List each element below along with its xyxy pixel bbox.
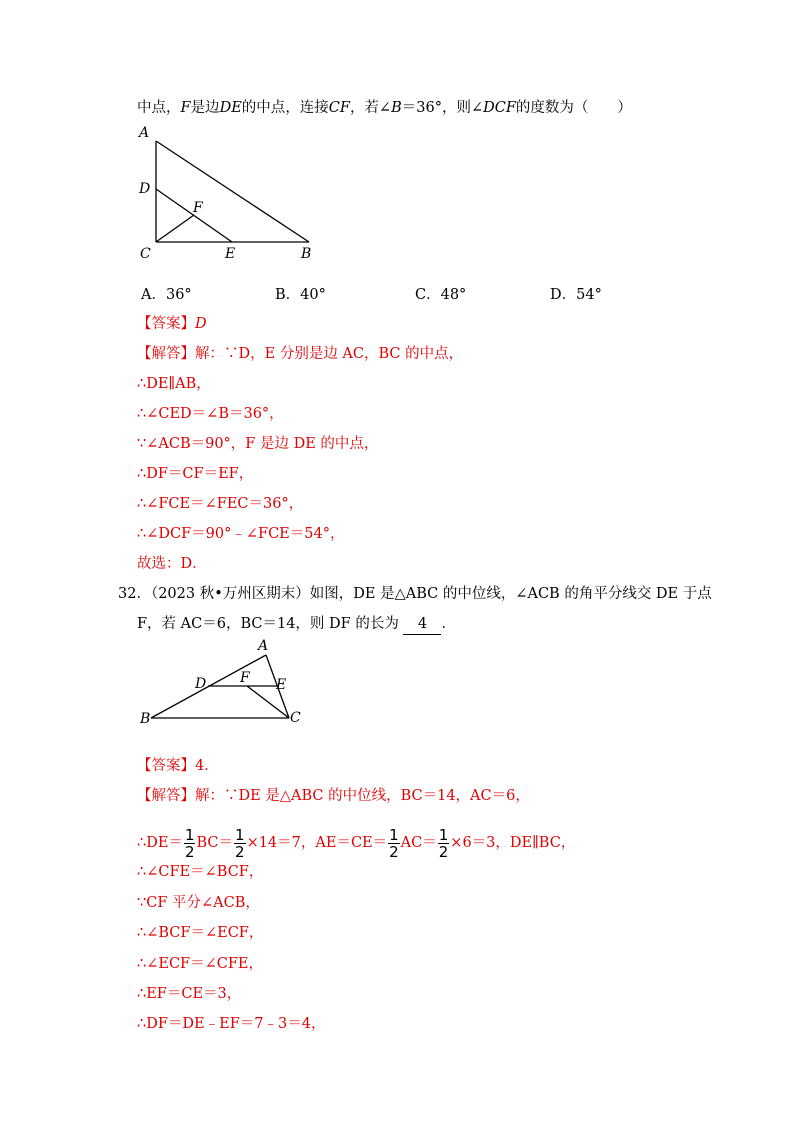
q32-solution-line: ∴∠CFE＝∠BCF， [137,864,264,880]
label-f: F [240,670,250,686]
fraction-half: $\frac{1}{2}$ [438,825,449,861]
solution-label: 【解答】 [137,346,195,362]
q31-solution-line: 故选：D． [137,556,207,572]
solution-text: ∴DE＝ [137,835,183,851]
q32-fraction-line [137,818,575,868]
stem-var: DE [219,100,242,116]
fraction-half: $\frac{1}{2}$ [389,825,399,861]
stem-text: ＝36°，则∠ [401,100,484,116]
stem-text: F，若 AC＝6，BC＝14，则 DF 的长为 [137,616,399,632]
solution-text: AC＝ [400,835,437,851]
q31-solution-line: ∴∠DCF＝90°﹣∠FCE＝54°， [137,526,345,542]
q31-solution-line: ∴DE∥AB， [137,376,211,392]
answer-label: 【答案】 [137,316,195,332]
answer-label: 【答案】 [137,758,195,774]
solution-text: ×14＝7，AE＝CE＝ [246,835,388,851]
q32-solution-line: ∴EF＝CE＝3， [137,986,242,1002]
label-c: C [140,246,151,262]
answer-blank: 4 [403,614,441,635]
stem-var: CF [328,100,350,116]
stem-text: （2023 秋•万州区期末）如图，DE 是△ABC 的中位线，∠ACB 的角平分线交 DE 于点 [150,586,712,602]
solution-text: 解：∵D，E 分别是边 AC，BC 的中点， [195,346,464,362]
option-b: B．40° [275,287,326,303]
q32-stem-line2 [137,614,456,635]
label-d: D [139,181,151,197]
label-a: A [258,638,269,654]
q31-stem [137,98,632,118]
q31-solution-line [137,344,463,364]
q31-solution-line: ∴∠CED＝∠B＝36°， [137,406,284,422]
label-c: C [290,710,301,726]
option-c: C．48° [415,287,467,303]
solution-text: BC＝ [196,835,234,851]
q32-solution-line: ∴DF＝DE﹣EF＝7﹣3＝4， [137,1016,326,1032]
solution-text: 解：∵DE 是△ABC 的中位线，BC＝14，AC＝6， [195,788,530,804]
solution-label: 【解答】 [137,788,195,804]
q31-answer [137,314,207,334]
stem-text: 中点， [137,100,181,116]
q32-solution-line: ∴∠BCF＝∠ECF， [137,925,264,941]
label-d: D [195,676,207,692]
label-f: F [193,200,203,216]
label-e: E [276,677,287,693]
stem-text: ，若∠ [349,100,392,116]
q32-stem-line1 [118,584,712,604]
fraction-half: $\frac{1}{2}$ [235,825,245,861]
label-a: A [139,125,150,141]
answer-value: D [195,316,207,332]
q31-solution-line: ∵∠ACB＝90°，F 是边 DE 的中点， [137,436,379,452]
stem-var: F [180,100,191,116]
q32-solution-line: ∴∠ECF＝∠CFE， [137,956,264,972]
stem-text: 是边 [190,100,220,116]
stem-var: DCF [483,100,516,116]
stem-text: ． [441,616,456,632]
fraction-half: $\frac{1}{2}$ [184,825,195,861]
stem-text: 的中点，连接 [241,100,329,116]
question-number: 32． [118,586,151,602]
solution-text: ×6＝3，DE∥BC， [450,835,576,851]
stem-var: B [391,100,402,116]
label-b: B [140,711,151,727]
q32-answer [137,756,219,776]
answer-value: 4． [195,758,219,774]
label-e: E [225,246,236,262]
stem-text: 的度数为（ ） [515,100,632,116]
q32-solution-line: ∵CF 平分∠ACB， [137,895,260,911]
label-b: B [301,246,312,262]
q31-solution-line: ∴DF＝CF＝EF， [137,466,254,482]
q32-solution-line [137,786,530,806]
option-d: D．54° [550,287,602,303]
q31-solution-line: ∴∠FCE＝∠FEC＝36°， [137,496,304,512]
option-a: A．36° [141,287,192,303]
